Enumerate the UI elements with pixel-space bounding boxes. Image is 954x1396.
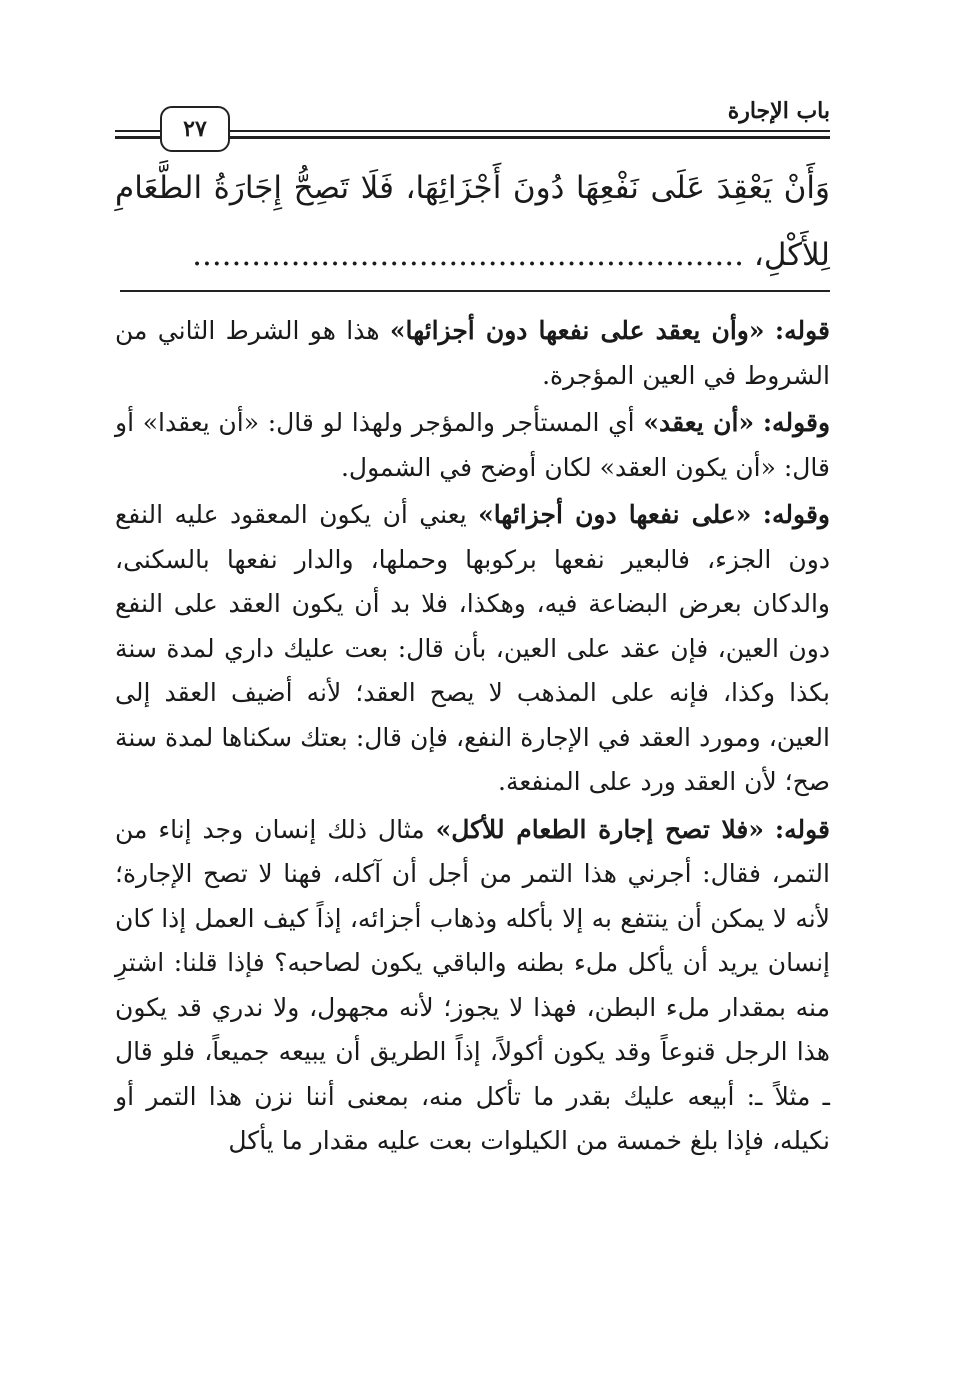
matn-dots: ........................................................ bbox=[192, 237, 744, 273]
commentary-paragraph-4 bbox=[115, 808, 830, 1164]
matn-paragraph bbox=[115, 155, 830, 289]
commentary-paragraph-2 bbox=[115, 401, 830, 490]
page-number: ٢٧ bbox=[160, 106, 230, 152]
paragraph-lead: وقوله: bbox=[762, 408, 831, 437]
paragraph-lead: قوله: bbox=[774, 814, 830, 844]
paragraph-text: أي المستأجر والمؤجر ولهذا لو قال: «أن يعقدا» أو قال: «أن يكون العقد» لكان أوضح في الشمول. bbox=[115, 408, 830, 482]
paragraph-quote: «وأن يعقد على نفعها دون أجزائها» bbox=[389, 316, 765, 345]
chapter-title: باب الإجارة bbox=[720, 98, 830, 124]
commentary-block bbox=[115, 309, 830, 1164]
paragraph-lead: قوله: bbox=[774, 316, 830, 345]
matn-text: وَأَنْ يَعْقِدَ عَلَى نَفْعِهَا دُونَ أَجْزَائِهَا، فَلَا تَصِحُّ إِجَارَةُ الطَّعَامِ لِلأَكْلِ، bbox=[115, 170, 831, 273]
commentary-paragraph-1 bbox=[115, 309, 830, 398]
paragraph-quote: «فلا تصح إجارة الطعام للأكل» bbox=[435, 814, 764, 844]
matn-text-block bbox=[115, 155, 830, 289]
paragraph-text: يعني أن يكون المعقود عليه النفع دون الجزء، فالبعير نفعها بركوبها وحملها، والدار نفعها بالسكنى، والدكان بعرض البضاعة فيه، وهكذا، فلا بد أن يكون العقد على النفع دون العين، فإن عقد على العين، بأن قال: بعت عليك داري لمدة سنة بكذا وكذا، فإنه على المذهب لا يصح العقد؛ لأنه أضيف العقد إلى العين، ومورد العقد في الإجارة النفع، فإن قال: بعتك سكناها لمدة سنة صح؛ لأن العقد ورد على المنفعة. bbox=[115, 500, 830, 796]
paragraph-text: هذا هو الشرط الثاني من الشروط في العين المؤجرة. bbox=[115, 316, 830, 390]
paragraph-lead: وقوله: bbox=[762, 500, 830, 529]
commentary-paragraph-3 bbox=[115, 493, 830, 805]
page-header bbox=[115, 100, 830, 150]
paragraph-quote: «على نفعها دون أجزائها» bbox=[478, 500, 752, 529]
paragraph-quote: «أن يعقد» bbox=[643, 408, 755, 437]
paragraph-text: مثال ذلك إنسان وجد إناء من التمر، فقال: أجرني هذا التمر من أجل أن آكله، فهنا لا تصح الإجارة؛ لأنه لا يمكن أن ينتفع به إلا بأكله وذهاب أجزائه، إذاً كيف العمل إذا كان إنسان يريد أن يأكل ملء بطنه والباقي يكون لصاحبه؟ فإذا قلنا: اشترِ منه بمقدار ملء البطن، فهذا لا يجوز؛ لأنه مجهول، ولا ندري قد يكون هذا الرجل قنوعاً وقد يكون أكولاً، إذاً الطريق أن يبيعه جميعاً، فلو قال ـ مثلاً ـ: أبيعه عليك بقدر ما تأكل منه، بمعنى أننا نزن هذا التمر أو نكيله، فإذا بلغ خمسة من الكيلوات بعت عليه مقدار ما يأكل bbox=[115, 814, 830, 1155]
section-divider bbox=[120, 290, 830, 292]
